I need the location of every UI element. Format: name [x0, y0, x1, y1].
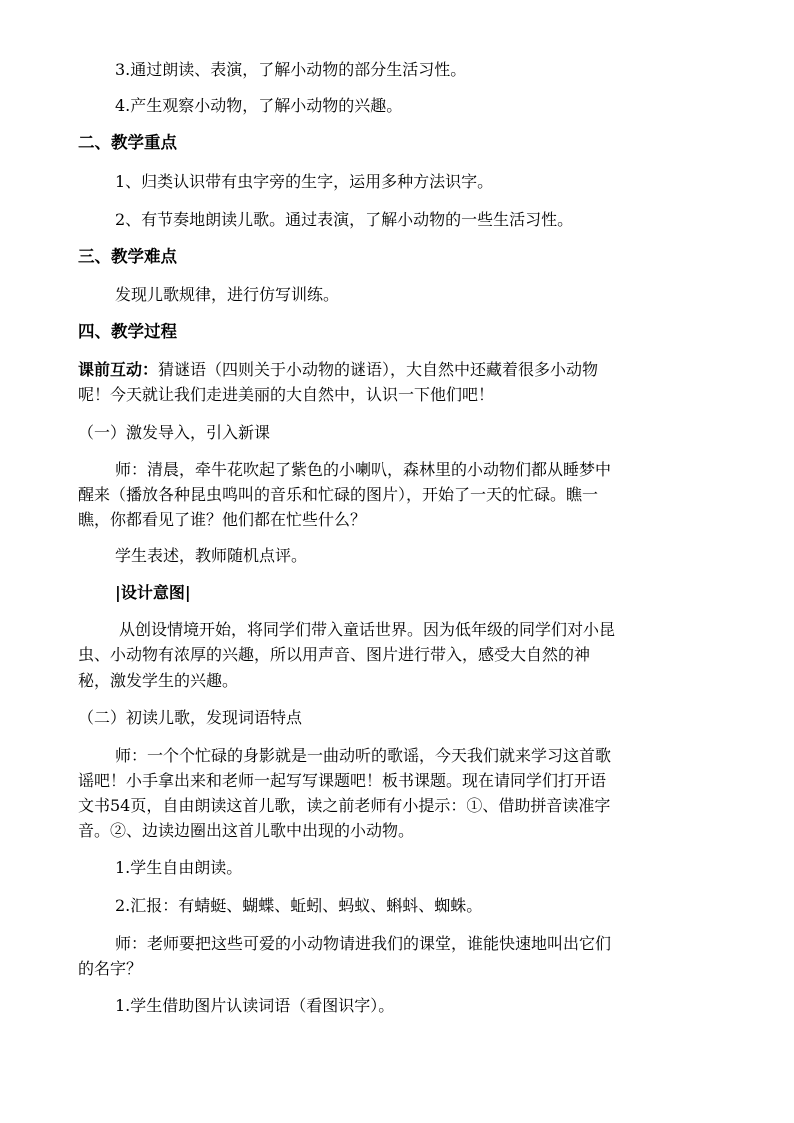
section-heading-difficulties: 三、教学难点 — [78, 247, 177, 266]
design-intent-line-1: 从创设情境开始，将同学们带入童话世界。因为低年级的同学们对小昆 — [119, 620, 616, 639]
pre-class-text: 猜谜语（四则关于小动物的谜语），大自然中还藏着很多小动物 — [158, 360, 599, 379]
key-point-2: 2、有节奏地朗读儿歌。通过表演，了解小动物的一些生活习性。 — [115, 210, 574, 229]
key-point-1: 1、归类认识带有虫字旁的生字，运用多种方法识字。 — [115, 172, 494, 191]
part-1-paragraph-line-2: 醒来（播放各种昆虫鸣叫的音乐和忙碌的图片），开始了一天的忙碌。瞧一 — [78, 485, 599, 504]
step-3: 1.学生借助图片认读词语（看图识字）。 — [115, 996, 395, 1015]
part-2-paragraph-line-3: 文书54页，自由朗读这首儿歌，读之前老师有小提示：①、借助拼音读准字 — [78, 796, 611, 815]
pre-class-line-1 — [78, 360, 598, 380]
part-2-teacher-line-2: 的名字？ — [78, 959, 143, 978]
step-2: 2.汇报：有蜻蜓、蝴蝶、蚯蚓、蚂蚁、蝌蚪、蜘蛛。 — [115, 896, 483, 915]
design-intent-line-3: 秘，激发学生的兴趣。 — [78, 671, 239, 690]
difficulty-text: 发现儿歌规律，进行仿写训练。 — [115, 285, 340, 304]
design-intent-line-2: 虫、小动物有浓厚的兴趣，所以用声音、图片进行带入，感受大自然的神 — [78, 645, 591, 664]
part-1-paragraph-line-1: 师：清晨，牵牛花吹起了紫色的小喇叭，森林里的小动物们都从睡梦中 — [115, 460, 612, 479]
part-2-title: （二）初读儿歌，发现词语特点 — [78, 708, 303, 727]
step-1: 1.学生自由朗读。 — [115, 858, 243, 877]
pre-class-line-2: 呢！今天就让我们走进美丽的大自然中，认识一下他们吧！ — [78, 385, 495, 404]
part-2-paragraph-line-4: 音。②、边读边圈出这首儿歌中出现的小动物。 — [78, 821, 415, 840]
part-1-title: （一）激发导入，引入新课 — [78, 423, 271, 442]
part-1-paragraph-line-3: 瞧，你都看见了谁？他们都在忙些什么？ — [78, 510, 367, 529]
part-2-paragraph-line-1: 师：一个个忙碌的身影就是一曲动听的歌谣，今天我们就来学习这首歌 — [115, 746, 612, 765]
objective-item-4: 4.产生观察小动物，了解小动物的兴趣。 — [115, 96, 403, 115]
pre-class-label: 课前互动： — [78, 360, 159, 379]
section-heading-process: 四、教学过程 — [78, 322, 177, 341]
part-1-student-response: 学生表述，教师随机点评。 — [115, 546, 308, 565]
part-2-teacher-line-1: 师：老师要把这些可爱的小动物请进我们的课堂，谁能快速地叫出它们 — [115, 934, 612, 953]
part-2-paragraph-line-2: 谣吧！小手拿出来和老师一起写写课题吧！板书课题。现在请同学们打开语 — [78, 771, 607, 790]
objective-item-3: 3.通过朗读、表演，了解小动物的部分生活习性。 — [115, 60, 467, 79]
section-heading-key-points: 二、教学重点 — [78, 133, 177, 152]
design-intent-label: |设计意图| — [115, 583, 191, 602]
